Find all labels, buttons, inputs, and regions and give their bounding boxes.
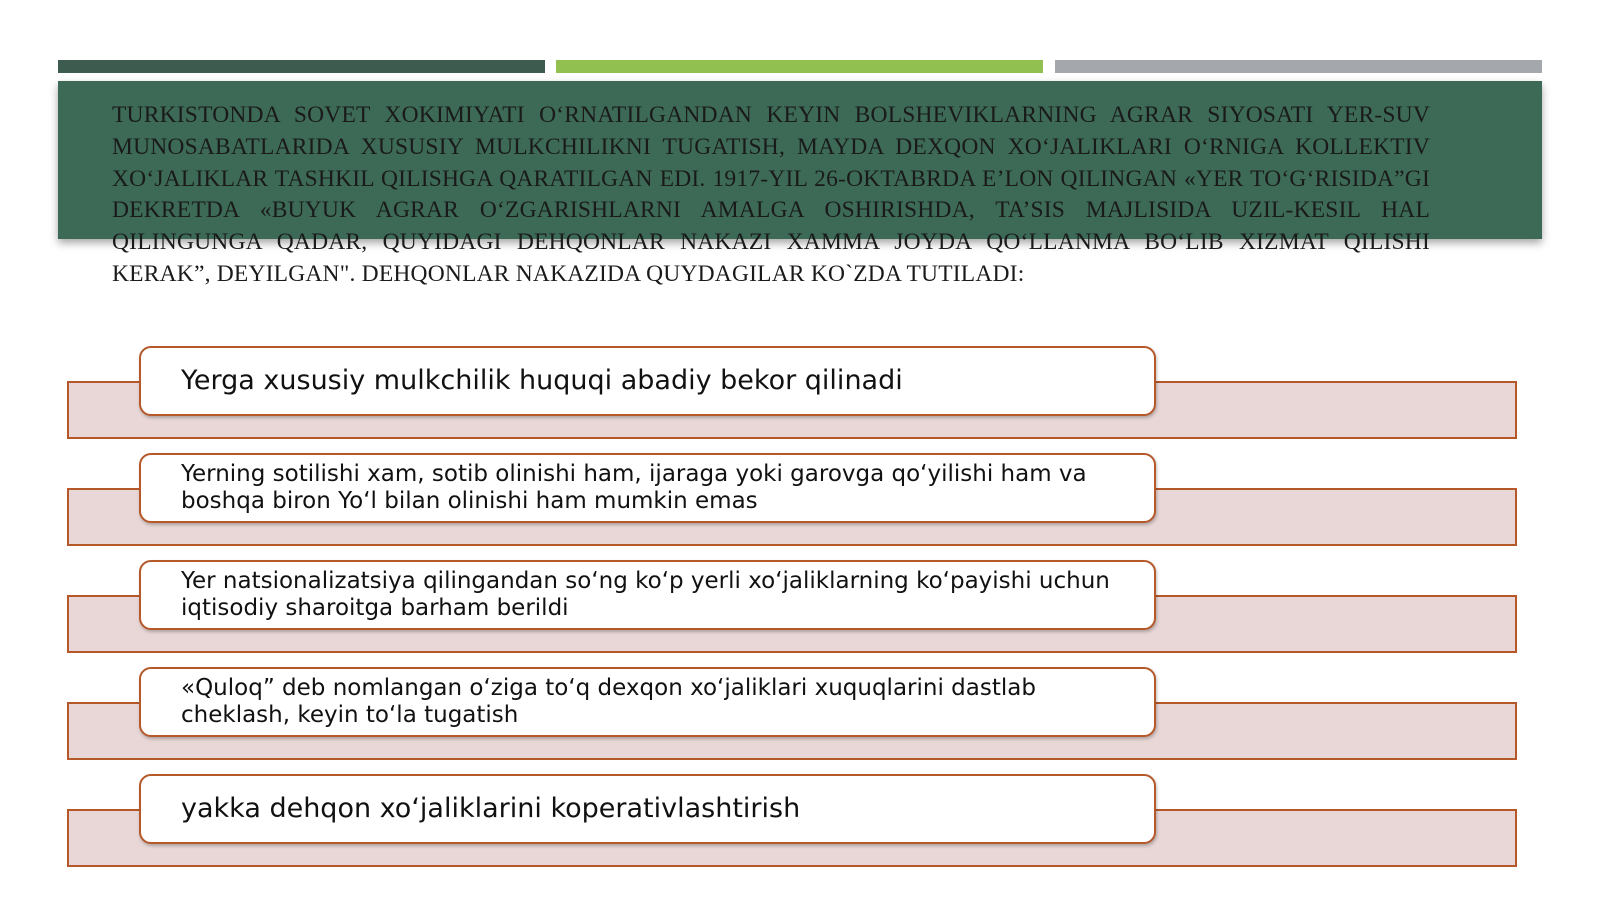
list-item-text: Yer natsionalizatsiya qilingandan so‘ng ko‘p yerli xo‘jaliklarning ko‘payishi uchun iqtisodiy sharoitga barham berildi bbox=[181, 568, 1110, 621]
accent-bar-gray bbox=[1055, 60, 1542, 73]
list-item-text: Yerning sotilishi xam, sotib olinishi ham, ijaraga yoki garovga qo‘yilishi ham va boshqa biron Yo‘l bilan olinishi ham mumkin emas bbox=[181, 461, 1087, 514]
list-item bbox=[139, 346, 1156, 416]
list-item bbox=[139, 560, 1156, 630]
accent-bar-green bbox=[556, 60, 1043, 73]
accent-bar-dark bbox=[58, 60, 545, 73]
list-item-text: «Quloq” deb nomlangan o‘ziga to‘q dexqon xo‘jaliklari xuquqlarini dastlab cheklash, keyin to‘la tugatish bbox=[181, 675, 1036, 728]
list-item-text: Yerga xususiy mulkchilik huquqi abadiy bekor qilinadi bbox=[181, 365, 903, 396]
list-item bbox=[139, 453, 1156, 523]
list-item bbox=[139, 667, 1156, 737]
slide-heading: TURKISTONDA SOVET XOKIMIYATI O‘RNATILGANDAN KEYIN BOLSHEVIKLARNING AGRAR SIYOSATI YER-SUV MUNOSABATLARIDA XUSUSIY MULKCHILIKNI TUGATISH, MAYDA DEXQON XO‘JALIKLARI O‘RNIGA KOLLEKTIV XO‘JALIKLAR TASHKIL QILISHGA QARATILGAN EDI. 1917-YIL 26-OKTABRDA E’LON QILINGAN «YER TO‘G‘RISIDA”GI DEKRETDA «BUYUK AGRAR O‘ZGARISHLARNI AMALGA OSHIRISHDA, TA’SIS MAJLISIDA UZIL-KESIL HAL QILINGUNGA QADAR, QUYIDAGI DEHQONLAR NAKAZI XAMMA JOYDA QO‘LLANMA BO‘LIB XIZMAT QILISHI KERAK”, DEYILGAN". DEHQONLAR NAKAZIDA QUYDAGILAR KO`ZDA TUTILADI: bbox=[112, 102, 1430, 287]
list-item-text: yakka dehqon xo‘jaliklarini koperativlashtirish bbox=[181, 793, 801, 824]
list-item bbox=[139, 774, 1156, 844]
